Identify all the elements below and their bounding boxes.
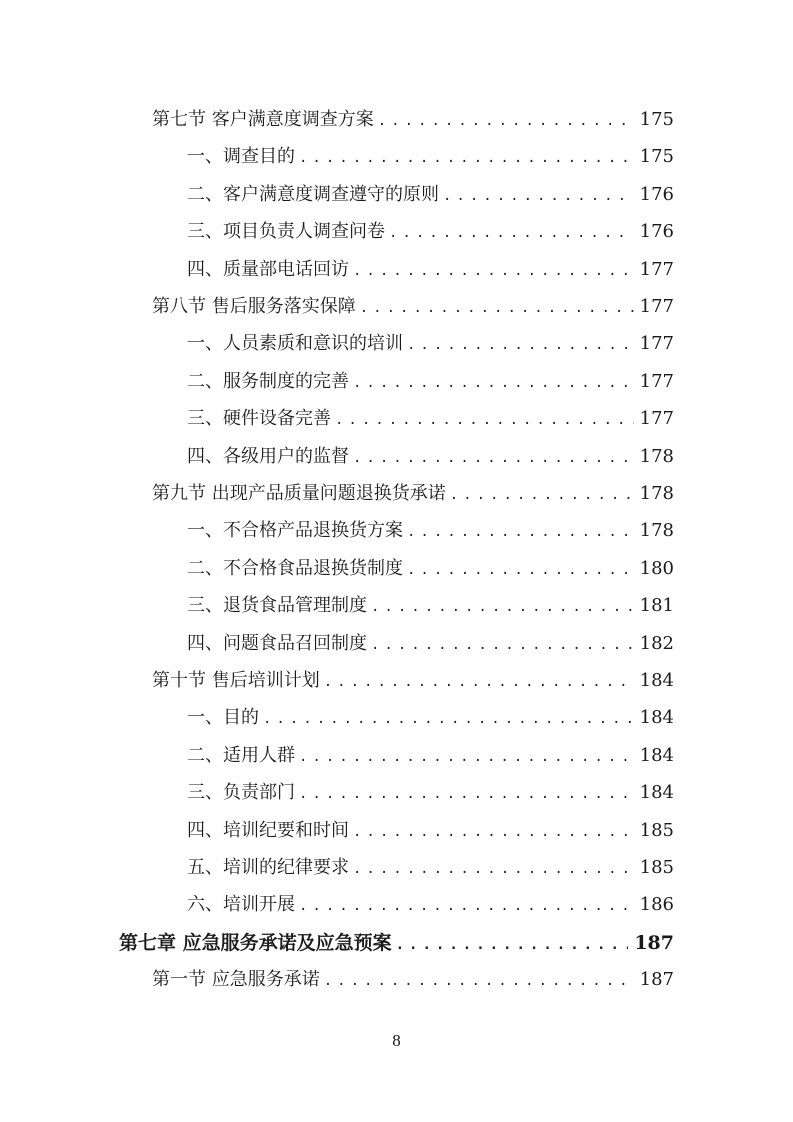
toc-dot-leader [335,405,634,434]
toc-dot-leader [353,443,634,472]
toc-entry-title: 四、培训纪要和时间 [187,819,349,841]
toc-dot-leader [407,517,634,546]
toc-entry-title: 三、项目负责人调查问卷 [187,221,385,243]
toc-entry-page: 180 [639,557,674,579]
toc-entry-title: 第七节 客户满意度调查方案 [152,109,374,130]
toc-entry-page: 184 [639,670,674,691]
toc-entry-page: 177 [639,333,674,355]
toc-entry-section[interactable] [152,479,674,509]
toc-entry-title: 四、问题食品召回制度 [187,632,367,654]
toc-dot-leader [443,181,634,210]
toc-entry-title: 五、培训的纪律要求 [187,857,349,878]
toc-entry-item[interactable] [187,703,674,733]
toc-entry-page: 177 [639,408,674,430]
toc-entry-page: 187 [639,969,674,991]
toc-entry-section[interactable] [152,965,674,995]
toc-entry-item[interactable] [187,816,674,846]
toc-dot-leader [299,742,634,771]
toc-entry-page: 182 [639,632,674,654]
toc-entry-item[interactable] [187,142,674,172]
toc-entry-section[interactable] [152,666,674,696]
toc-entry-title: 四、质量部电话回访 [187,258,349,280]
toc-entry-page: 178 [639,483,674,504]
toc-dot-leader [324,667,634,696]
toc-entry-page: 186 [639,894,674,916]
toc-dot-leader [407,330,634,359]
toc-entry-item[interactable] [187,217,674,247]
toc-entry-title: 二、服务制度的完善 [187,370,349,392]
toc-entry-item[interactable] [187,629,674,659]
toc-entry-item[interactable] [187,853,674,883]
toc-dot-leader [299,891,634,920]
toc-dot-leader [378,106,634,135]
toc-dot-leader [407,555,634,584]
toc-entry-item[interactable] [187,367,674,397]
toc-entry-page: 185 [639,819,674,841]
toc-dot-leader [299,779,634,808]
toc-entry-item[interactable] [187,591,674,621]
toc-entry-title: 三、退货食品管理制度 [187,595,367,617]
toc-entry-title: 一、人员素质和意识的培训 [187,333,403,355]
toc-entry-page: 176 [639,183,674,205]
toc-entry-title: 一、调查目的 [187,146,295,168]
toc-entry-title: 第一节 应急服务承诺 [152,969,320,991]
toc-entry-page: 178 [639,520,674,542]
toc-entry-page: 187 [634,931,674,954]
toc-entry-title: 一、不合格产品退换货方案 [187,520,403,542]
toc-entry-page: 184 [639,744,674,766]
toc-entry-item[interactable] [187,741,674,771]
toc-entry-item[interactable] [187,442,674,472]
toc-entry-title: 一、目的 [187,707,259,729]
toc-entry-title: 二、不合格食品退换货制度 [187,557,403,579]
toc-entry-title: 三、硬件设备完善 [187,408,331,430]
toc-entry-page: 177 [639,258,674,280]
toc-entry-title: 二、适用人群 [187,744,295,766]
toc-entry-page: 185 [639,857,674,878]
toc-dot-leader [263,704,634,733]
toc-entry-section[interactable] [152,292,674,322]
toc-entry-page: 175 [639,109,674,130]
toc-dot-leader [353,256,634,285]
toc-entry-title: 六、培训开展 [187,894,295,916]
toc-entry-title: 二、客户满意度调查遵守的原则 [187,183,439,205]
toc-entry-title: 第九节 出现产品质量问题退换货承诺 [152,483,446,504]
toc-entry-item[interactable] [187,778,674,808]
toc-dot-leader [396,930,629,958]
toc-entry-item[interactable] [187,180,674,210]
toc-entry-title: 第十节 售后培训计划 [152,670,320,691]
page-number: 8 [392,1031,401,1050]
toc-entry-page: 177 [639,296,674,317]
toc-dot-leader [389,218,634,247]
toc-entry-page: 177 [639,370,674,392]
toc-entry-title: 第八节 售后服务落实保障 [152,296,356,317]
toc-entry-item[interactable] [187,516,674,546]
toc-entry-page: 178 [639,445,674,467]
toc-entry-title: 第七章 应急服务承诺及应急预案 [119,931,392,954]
toc-entry-page: 176 [639,221,674,243]
toc-entry-item[interactable] [187,554,674,584]
toc-entry-item[interactable] [187,890,674,920]
toc-dot-leader [371,630,634,659]
toc-dot-leader [324,966,634,995]
toc-dot-leader [450,480,634,509]
toc-entry-title: 四、各级用户的监督 [187,445,349,467]
toc-entry-item[interactable] [187,255,674,285]
toc-dot-leader [299,143,634,172]
toc-dot-leader [371,592,634,621]
toc-dot-leader [353,817,634,846]
toc-entry-page: 175 [639,146,674,168]
toc-dot-leader [353,368,634,397]
toc-dot-leader [353,854,634,883]
toc-entry-title: 三、负责部门 [187,782,295,804]
toc-dot-leader [360,293,634,322]
toc-entry-item[interactable] [187,329,674,359]
toc-entry-page: 184 [639,707,674,729]
toc-entry-page: 181 [639,595,674,617]
toc-entry-item[interactable] [187,404,674,434]
toc-entry-chapter[interactable] [119,928,674,958]
toc-entry-page: 184 [639,782,674,804]
toc-entry-section[interactable] [152,105,674,135]
